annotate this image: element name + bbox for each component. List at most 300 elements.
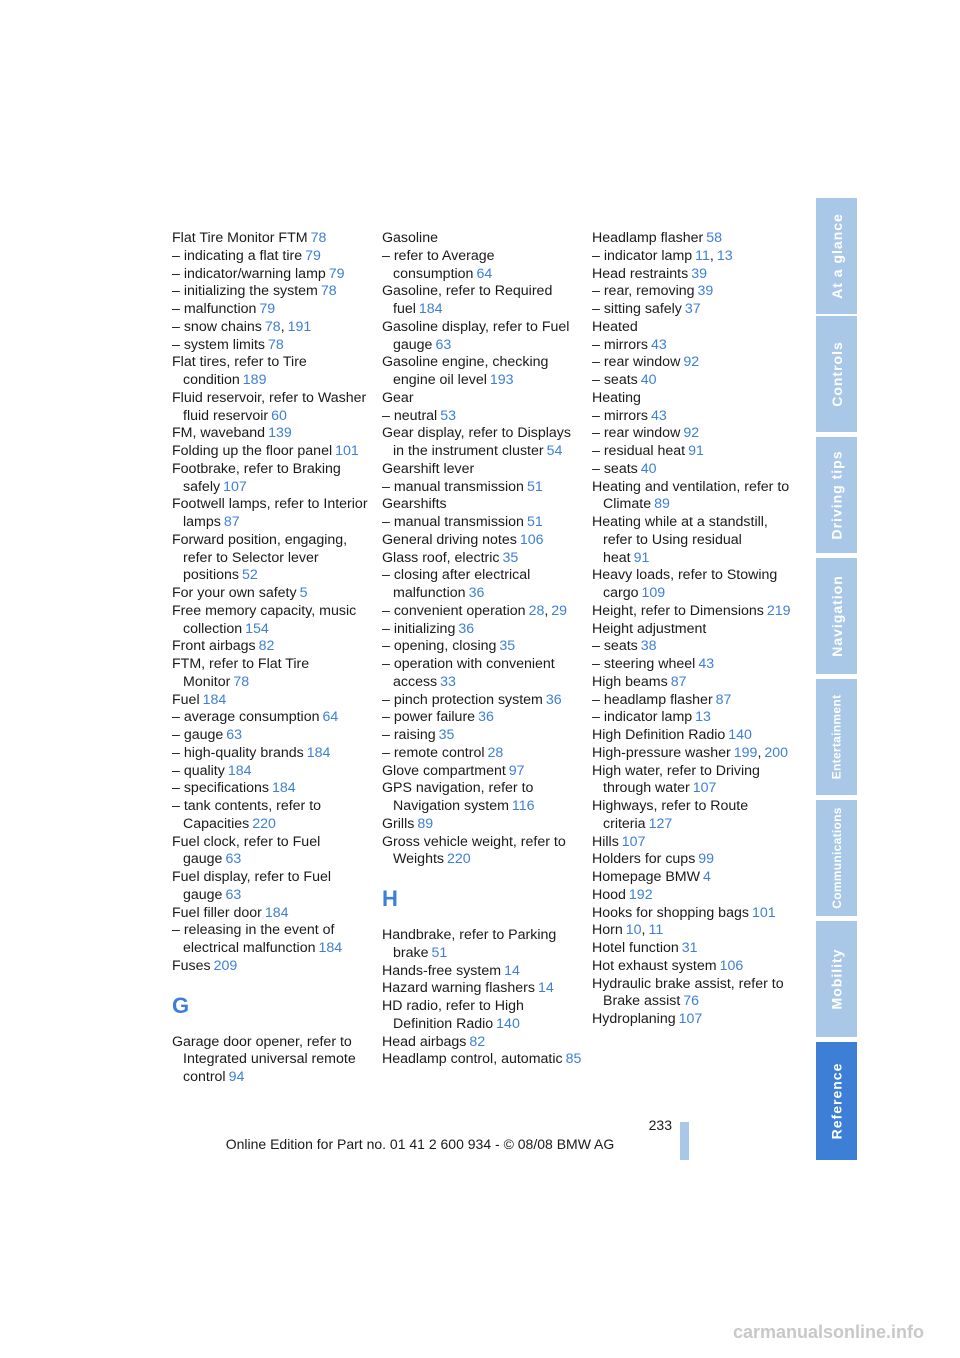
- page-link[interactable]: 33: [440, 673, 456, 690]
- index-entry-text: – indicating a flat tire: [172, 247, 303, 264]
- index-entry-text: – indicator/warning lamp: [172, 265, 326, 282]
- page-link[interactable]: 51: [526, 478, 543, 495]
- page-link[interactable]: 79: [305, 247, 321, 264]
- index-entry-text: – indicator lamp: [592, 247, 693, 264]
- index-entry-text: Gross vehicle weight, refer to Weights: [382, 833, 566, 868]
- index-entry: [592, 656, 792, 674]
- index-entry-text: High Definition Radio: [592, 727, 726, 743]
- page-link[interactable]: 78: [233, 673, 250, 690]
- index-entry: [172, 798, 372, 834]
- page-link[interactable]: 92: [683, 425, 700, 442]
- page-link[interactable]: 43: [650, 407, 667, 424]
- index-entry-text: – rear window: [592, 354, 681, 371]
- index-entry: [172, 248, 372, 266]
- index-entry: [382, 927, 582, 963]
- page-link[interactable]: 107: [621, 833, 646, 850]
- page-link[interactable]: 38: [640, 638, 657, 655]
- index-entry-text: For your own safety: [172, 585, 297, 601]
- chapter-tab-entertainment[interactable]: [816, 679, 857, 795]
- page-link[interactable]: 107: [678, 1011, 703, 1027]
- index-entry: [382, 390, 582, 408]
- index-entry-text: Flat Tire Monitor FTM: [172, 230, 308, 246]
- index-entry: [592, 869, 792, 887]
- index-entry-text: Gear: [382, 389, 414, 406]
- index-entry: [172, 443, 372, 461]
- page-link[interactable]: 78: [264, 318, 281, 335]
- page-link[interactable]: 79: [259, 301, 276, 317]
- page-link[interactable]: 91: [688, 443, 704, 459]
- index-entry: [382, 727, 582, 745]
- page-link[interactable]: 78: [310, 230, 327, 246]
- index-entry: [592, 958, 792, 976]
- page-link[interactable]: 36: [468, 585, 485, 601]
- index-entry: [382, 745, 582, 763]
- index-entry: [382, 461, 582, 479]
- index-entry: [592, 922, 792, 940]
- index-entry-text: – pinch protection system: [382, 691, 543, 708]
- index-entry-text: Grills: [382, 815, 415, 832]
- page-link[interactable]: 58: [706, 230, 722, 246]
- index-entry: [592, 301, 792, 319]
- page-link[interactable]: 184: [227, 762, 252, 779]
- page-link[interactable]: 106: [719, 957, 744, 974]
- page-link[interactable]: 39: [691, 265, 707, 282]
- index-entry: [382, 550, 582, 568]
- index-entry: [172, 354, 372, 390]
- page-link[interactable]: 106: [519, 531, 544, 548]
- index-entry: [592, 337, 792, 355]
- index-entry: [382, 1034, 582, 1052]
- index-entry-text: Fuses: [172, 957, 211, 974]
- page-link[interactable]: 82: [258, 638, 275, 655]
- index-entry: [592, 479, 792, 515]
- page-link[interactable]: 200: [764, 744, 789, 761]
- index-entry: [382, 532, 582, 550]
- page-link[interactable]: 14: [504, 962, 520, 979]
- index-entry-text: Homepage BMW: [592, 869, 701, 885]
- index-entry-text: – initializing: [382, 620, 456, 637]
- page-link[interactable]: 79: [328, 265, 345, 282]
- index-entry: [592, 283, 792, 301]
- index-entry-text: Free memory capacity, music collection: [172, 602, 357, 637]
- page-link[interactable]: 54: [546, 443, 563, 459]
- index-entry-text: Gasoline: [382, 230, 438, 246]
- page-link[interactable]: 97: [508, 762, 525, 779]
- index-entry: [592, 834, 792, 852]
- index-entry-text: Hydraulic brake assist, refer to Brake assist: [592, 975, 784, 1010]
- index-entry-text: Hot exhaust system: [592, 957, 717, 974]
- index-entry: [382, 763, 582, 781]
- index-entry: [172, 922, 372, 958]
- index-entry: [382, 230, 582, 248]
- index-entry-text: – raising: [382, 727, 436, 743]
- index-entry: [382, 496, 582, 514]
- page-link[interactable]: 87: [715, 691, 732, 708]
- page-link[interactable]: 63: [225, 886, 242, 903]
- page-link[interactable]: 107: [223, 478, 247, 495]
- index-entry-text: – high-quality brands: [172, 744, 304, 761]
- chapter-tab-navigation[interactable]: [816, 558, 857, 674]
- index-entry: [592, 603, 792, 621]
- page-link[interactable]: 52: [242, 567, 258, 584]
- index-entry-text: – initializing the system: [172, 283, 318, 300]
- page-link[interactable]: 39: [697, 283, 714, 300]
- index-entry: [592, 461, 792, 479]
- chapter-tab-label: Controls: [828, 341, 845, 407]
- index-entry-text: Holders for cups: [592, 851, 696, 868]
- index-entry: [592, 567, 792, 603]
- index-entry-text: Gasoline, refer to Required fuel: [382, 283, 553, 317]
- chapter-tab-label: Driving tips: [828, 450, 845, 540]
- index-entry-text: Gear display, refer to Displays in the instrument cluster: [382, 425, 571, 459]
- index-entry-text: – opening, closing: [382, 638, 497, 655]
- index-entry: [592, 390, 792, 408]
- page-link[interactable]: 51: [526, 514, 543, 530]
- index-entry-text: Front airbags: [172, 638, 256, 655]
- section-letter: G: [172, 992, 190, 1018]
- page-link[interactable]: 140: [728, 727, 752, 743]
- page-link[interactable]: 36: [458, 620, 475, 637]
- index-entry: [172, 266, 372, 284]
- index-entry-text: Handbrake, refer to Parking brake: [382, 927, 557, 961]
- page-separator: ,: [641, 922, 646, 939]
- page-link[interactable]: 220: [252, 815, 276, 832]
- index-entry-text: – operation with convenient access: [382, 656, 555, 690]
- page-link[interactable]: 53: [440, 407, 456, 424]
- index-entry: [592, 727, 792, 745]
- page-link[interactable]: 92: [683, 354, 700, 371]
- index-entry: [592, 1011, 792, 1029]
- page-link[interactable]: 64: [322, 709, 339, 726]
- index-entry: [382, 425, 582, 461]
- page-link[interactable]: 140: [496, 1015, 520, 1032]
- index-entry-text: – rear, removing: [592, 283, 695, 300]
- index-entry-text: Headlamp flasher: [592, 230, 704, 246]
- page-link[interactable]: 139: [268, 425, 292, 442]
- index-entry: [592, 905, 792, 923]
- watermark: carmanualsonline.info: [732, 1322, 924, 1342]
- index-entry: [592, 443, 792, 461]
- index-entry: [172, 869, 372, 905]
- index-entry-text: Flat tires, refer to Tire condition: [172, 354, 307, 388]
- index-entry-text: FM, waveband: [172, 425, 266, 442]
- index-entry-text: Heated: [592, 318, 638, 335]
- page-link[interactable]: 63: [226, 727, 243, 743]
- index-entry-text: – steering wheel: [592, 656, 696, 672]
- index-entry-text: – seats: [592, 460, 638, 477]
- index-entry-text: FTM, refer to Flat Tire Monitor: [172, 656, 310, 690]
- page-link[interactable]: 28: [528, 602, 545, 619]
- chapter-tab-communications[interactable]: [816, 800, 857, 916]
- index-entry: [172, 603, 372, 639]
- page-link[interactable]: 116: [511, 798, 535, 814]
- index-entry-text: Footwell lamps, refer to Interior lamps: [172, 496, 368, 530]
- index-entry: [382, 319, 582, 355]
- index-entry-text: Hands-free system: [382, 962, 502, 979]
- page-separator: ,: [757, 744, 762, 761]
- page-number: 233: [648, 1117, 672, 1133]
- index-entry: [172, 834, 372, 870]
- index-entry: [172, 727, 372, 745]
- page-link[interactable]: 13: [695, 709, 711, 726]
- index-entry: [592, 745, 792, 763]
- index-entry: [382, 621, 582, 639]
- index-entry-text: – residual heat: [592, 443, 686, 459]
- index-entry-text: – mirrors: [592, 336, 648, 353]
- index-entry: [382, 709, 582, 727]
- page-link[interactable]: 14: [537, 980, 554, 997]
- index-entry-text: Height, refer to Dimensions: [592, 602, 764, 619]
- page-link[interactable]: 28: [487, 744, 504, 761]
- page-link[interactable]: 63: [225, 851, 242, 868]
- index-entry: [382, 998, 582, 1034]
- index-entry: [172, 496, 372, 532]
- index-entry: [592, 709, 792, 727]
- index-entry-text: Gasoline engine, checking engine oil level: [382, 354, 549, 388]
- page-link[interactable]: 127: [648, 815, 673, 832]
- page-link[interactable]: 184: [272, 780, 296, 797]
- page-link[interactable]: 37: [684, 301, 701, 317]
- footer: [0, 1136, 960, 1152]
- index-entry-text: Gearshift lever: [382, 460, 475, 477]
- page-link[interactable]: 11: [695, 247, 710, 264]
- index-entry: [382, 408, 582, 426]
- index-entry: [172, 532, 372, 585]
- page-link[interactable]: 199: [733, 744, 758, 761]
- index-entry: [592, 621, 792, 639]
- page-link[interactable]: 94: [228, 1069, 245, 1085]
- index-entry-text: Heating: [592, 389, 641, 406]
- index-entry-text: High beams: [592, 673, 668, 690]
- index-entry-text: GPS navigation, refer to Navigation system: [382, 780, 534, 814]
- chapter-tab-label: Reference: [828, 1062, 845, 1140]
- index-entry: [382, 834, 582, 870]
- page-link[interactable]: 209: [213, 957, 238, 974]
- index-entry: [172, 301, 372, 319]
- index-entry: [592, 692, 792, 710]
- page-link[interactable]: 101: [751, 904, 776, 921]
- page-link[interactable]: 107: [692, 780, 717, 797]
- page-link[interactable]: 78: [320, 283, 337, 300]
- index-entry: [172, 230, 372, 248]
- page-separator: ,: [544, 602, 549, 619]
- index-entry: [172, 461, 372, 497]
- index-entry: [172, 656, 372, 692]
- index-entry-text: Hooks for shopping bags: [592, 904, 749, 921]
- page-link[interactable]: 40: [640, 460, 657, 477]
- page-link[interactable]: 101: [335, 443, 359, 459]
- page-link[interactable]: 13: [716, 247, 733, 264]
- index-entry: [172, 905, 372, 923]
- index-entry-text: Hydroplaning: [592, 1011, 676, 1027]
- index-entry: [382, 283, 582, 319]
- index-entry-text: – manual transmission: [382, 478, 524, 495]
- index-entry-text: Hazard warning flashers: [382, 980, 535, 997]
- page-link[interactable]: 193: [489, 372, 514, 388]
- index-entry-text: Fuel filler door: [172, 904, 262, 921]
- index-entry-text: – releasing in the event of electrical malfunction: [172, 922, 335, 956]
- page-link[interactable]: 99: [698, 851, 715, 868]
- page-link[interactable]: 191: [287, 318, 312, 335]
- index-entry: [172, 390, 372, 426]
- index-entry: [172, 283, 372, 301]
- index-entry: [382, 638, 582, 656]
- page-link[interactable]: 5: [299, 585, 308, 601]
- index-entry: [592, 887, 792, 905]
- page-link[interactable]: 10: [625, 922, 642, 939]
- page-link[interactable]: 219: [766, 602, 791, 619]
- index-entry: [382, 963, 582, 981]
- index-entry-text: Hotel function: [592, 940, 679, 956]
- index-entry-text: – snow chains: [172, 318, 262, 335]
- page-link[interactable]: 82: [469, 1033, 486, 1050]
- index-entry: [592, 798, 792, 834]
- index-entry-text: Fuel display, refer to Fuel gauge: [172, 869, 332, 903]
- index-entry: [382, 1051, 582, 1069]
- index-entry-text: Head restraints: [592, 265, 689, 282]
- index-entry-text: Fuel clock, refer to Fuel gauge: [172, 833, 321, 868]
- index-entry: [172, 709, 372, 727]
- index-entry-text: Head airbags: [382, 1033, 467, 1050]
- page-link[interactable]: 51: [431, 944, 448, 961]
- index-entry-text: – indicator lamp: [592, 709, 693, 726]
- index-entry-text: Forward position, engaging, refer to Selector lever positions: [172, 531, 348, 584]
- index-entry-text: – headlamp flasher: [592, 691, 713, 708]
- index-entry: [592, 354, 792, 372]
- index-entry: [382, 656, 582, 692]
- chapter-tab-mobility[interactable]: [816, 921, 857, 1037]
- index-entry-text: HD radio, refer to High Definition Radio: [382, 998, 524, 1032]
- index-entry-text: – system limits: [172, 336, 266, 353]
- index-entry-text: – refer to Average consumption: [382, 247, 495, 282]
- index-entry-text: – remote control: [382, 744, 485, 761]
- chapter-tabs: [816, 198, 857, 1160]
- page-link[interactable]: 87: [670, 673, 687, 690]
- index-entry: [382, 980, 582, 998]
- index-entry-text: – seats: [592, 638, 638, 655]
- page-link[interactable]: 43: [650, 336, 667, 353]
- page-separator: ,: [280, 318, 285, 335]
- index-entry: [592, 674, 792, 692]
- index-entry-text: General driving notes: [382, 531, 517, 548]
- page-link[interactable]: 184: [264, 904, 289, 921]
- page-separator: ,: [709, 247, 714, 264]
- index-entry-text: Glass roof, electric: [382, 549, 500, 566]
- index-entry-text: – gauge: [172, 727, 224, 743]
- index-entry-text: Gearshifts: [382, 496, 447, 513]
- index-entry: [592, 248, 792, 266]
- page-link[interactable]: 40: [640, 372, 657, 388]
- page-link[interactable]: 4: [703, 869, 711, 885]
- index-entry-text: – rear window: [592, 425, 681, 442]
- page-link[interactable]: 85: [565, 1051, 582, 1068]
- page-link[interactable]: 192: [628, 886, 653, 903]
- index-entry-text: – seats: [592, 372, 638, 388]
- page-link[interactable]: 154: [245, 620, 269, 637]
- chapter-tab-driving-tips[interactable]: [816, 437, 857, 553]
- index-entry-text: Folding up the floor panel: [172, 443, 333, 459]
- index-entry: [592, 940, 792, 958]
- index-entry-text: – convenient operation: [382, 602, 526, 619]
- page-link[interactable]: 89: [654, 496, 670, 513]
- page-link[interactable]: 184: [418, 301, 443, 317]
- index-entry: [592, 319, 792, 337]
- index-entry: [382, 603, 582, 621]
- index-entry-text: Heating and ventilation, refer to Climate: [592, 478, 790, 513]
- index-entry: [592, 372, 792, 390]
- index-entry: [172, 425, 372, 443]
- page-link[interactable]: 29: [551, 602, 568, 619]
- page-link[interactable]: 76: [683, 993, 700, 1010]
- chapter-tab-label: Mobility: [828, 948, 845, 1010]
- chapter-tab-controls[interactable]: [816, 316, 857, 432]
- page-link[interactable]: 60: [271, 407, 287, 424]
- index-entry-text: Footbrake, refer to Braking safely: [172, 460, 341, 495]
- page-link[interactable]: 63: [435, 336, 452, 353]
- index-entry: [592, 425, 792, 443]
- index-entry: [592, 266, 792, 284]
- page-link[interactable]: 11: [648, 922, 664, 939]
- index-entry: [592, 638, 792, 656]
- page-link[interactable]: 64: [476, 265, 493, 282]
- index-entry: [592, 230, 792, 248]
- index-entry: [382, 780, 582, 816]
- page-link[interactable]: 220: [447, 851, 471, 868]
- page-link[interactable]: 35: [438, 727, 455, 743]
- index-entry-text: – tank contents, refer to Capacities: [172, 798, 322, 832]
- page-link[interactable]: 89: [417, 815, 434, 832]
- index-entry-text: Fuel: [172, 691, 200, 708]
- index-entry: [172, 337, 372, 355]
- index-entry: [592, 851, 792, 869]
- chapter-tab-at-a-glance[interactable]: [816, 198, 857, 314]
- index-entry-text: Heavy loads, refer to Stowing cargo: [592, 567, 778, 601]
- page-link[interactable]: 189: [242, 372, 267, 388]
- index-entry-text: – sitting safely: [592, 301, 682, 317]
- chapter-tab-label: Entertainment: [829, 694, 844, 780]
- index-entry: [382, 816, 582, 834]
- page-link[interactable]: 109: [641, 585, 666, 601]
- index-entry-text: – power failure: [382, 709, 476, 726]
- index-entry: [172, 585, 372, 603]
- index-entry: [592, 514, 792, 567]
- page-link[interactable]: 184: [306, 744, 331, 761]
- page-link[interactable]: 184: [202, 691, 227, 708]
- page-link[interactable]: 35: [502, 549, 519, 566]
- page-link[interactable]: 36: [545, 691, 562, 708]
- page-link[interactable]: 36: [478, 709, 494, 726]
- index-entry: [592, 408, 792, 426]
- section-letter: H: [382, 886, 398, 911]
- index-entry-text: Garage door opener, refer to Integrated universal remote control: [172, 1033, 356, 1085]
- index-entry: [382, 514, 582, 532]
- index-column-2: [382, 230, 582, 1069]
- index-entry-text: Highways, refer to Route criteria: [592, 798, 749, 832]
- index-entry-text: Horn: [592, 922, 623, 939]
- index-entry-text: Headlamp control, automatic: [382, 1051, 563, 1068]
- page-link[interactable]: 31: [681, 940, 698, 956]
- index-entry-text: Fluid reservoir, refer to Washer fluid reservoir: [172, 389, 367, 424]
- page-link[interactable]: 87: [223, 514, 240, 530]
- page-link[interactable]: 43: [698, 656, 715, 672]
- index-column-3: [592, 230, 792, 1029]
- page-link[interactable]: 91: [633, 549, 650, 566]
- index-entry-text: – neutral: [382, 407, 438, 424]
- index-entry: [172, 692, 372, 710]
- page-link[interactable]: 78: [268, 336, 284, 353]
- page-link[interactable]: 35: [499, 638, 516, 655]
- page-link[interactable]: 184: [318, 940, 343, 956]
